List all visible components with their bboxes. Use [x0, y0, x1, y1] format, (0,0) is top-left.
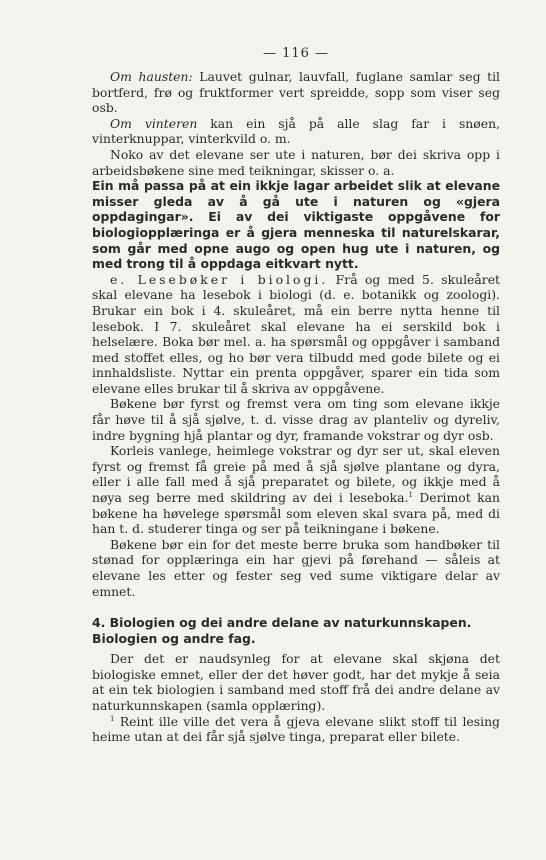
- paragraph-lead: Om vinteren: [110, 115, 198, 131]
- bold-paragraph: Ein må passa på at ein ikkje lagar arbeidet slik at elevane misser gleda av å gå ute i naturen og «gjera oppdagingar». Ei av dei viktigaste oppgåvene for biologiopplæringa er å gjera menneska til naturelskarar, som går med opne augo og open hug ute i naturen, og med trong til å oppdaga eitkvart nytt.: [92, 178, 500, 272]
- paragraph-text: Frå og med 5. skuleåret skal elevane ha lesebok i biologi (d. e. botanikk og zoologi). Brukar ein bok i 4. skuleåret, må ein berre nytta henne til lesebok. I 7. skuleåret skal elevane ha ei serskild bok i helselære. Boka bør mel. a. ha spørsmål og oppgåver i samband med stoffet elles, og ho bør vera tilbudd med gode bilete og ei innhaldsliste. Nyttar ein prenta oppgåver, sparer ein tida som elevane elles brukar til å skriva av oppgåvene.: [92, 271, 501, 396]
- section-heading-line-2: Biologien og andre fag.: [92, 631, 256, 647]
- section-heading-line-1: 4. Biologien og dei andre delane av naturkunnskapen.: [92, 615, 472, 631]
- page-number: — 116 —: [262, 46, 330, 61]
- paragraph-text: Lauvet gulnar, lauvfall, fuglane samlar seg til bortferd, frø og fruktformer vert spreidde, sopp som viser seg osb.: [92, 69, 500, 116]
- section-heading: [92, 615, 500, 647]
- footnote-marker: 1: [408, 491, 413, 500]
- paragraph-lead: Om hausten:: [110, 69, 193, 84]
- paragraph-handbooks: Bøkene bør ein for det meste berre bruka som handbøker til stønad for opplæringa ein har gjevi på førehand — såleis at elevane les etter og fester seg ved sume viktigare delar av emnet.: [92, 536, 500, 599]
- paragraph-text: kan ein sjå på alle slag far i snøen, vinterknuppar, vinterkvild o. m.: [92, 115, 501, 147]
- paragraph-winter: [92, 116, 500, 147]
- paragraph-book-content: Bøkene bør fyrst og fremst vera om ting som elevane ikkje får høve til å sjå sjølve, t. d. visse drag av planteliv og dyreliv, indre bygning hjå plantar og dyr, framande vokstrar og dyr osb.: [92, 396, 500, 443]
- paragraph-lead: e. Lesebøker i biologi.: [110, 271, 329, 287]
- body-text: [92, 69, 500, 745]
- footnote: [92, 714, 500, 745]
- paragraph-autumn: [92, 69, 500, 116]
- footnote-mark: 1: [110, 714, 115, 723]
- paragraph-text: Korleis vanlege, heimlege vokstrar og dyr ser ut, skal eleven fyrst og fremst få greie på med å sjå sjølve plantane og dyra, eller i alle fall med å sjå preparatet og bilete, og ikkje med å nøya seg berre med skildring av dei i leseboka.: [92, 443, 500, 506]
- paragraph-textbooks: [92, 272, 500, 397]
- paragraph-text-continued: Derimot kan bøkene ha høvelege spørsmål som eleven skal svara på, med di han t. d. studerer tinga og ser på teikningane i bøkene.: [92, 490, 500, 537]
- footnote-text: Reint ille ville det vera å gjeva elevane slikt stoff til lesing heime utan at dei får sjå sjølve tinga, preparat eller bilete.: [92, 713, 500, 745]
- paragraph-observation: [92, 443, 500, 537]
- paragraph-notebooks: Noko av det elevane ser ute i naturen, bør dei skriva opp i arbeidsbøkene sine med teikningar, skisser o. a.: [92, 146, 500, 178]
- paragraph-integration: Der det er naudsynleg for at elevane skal skjøna det biologiske emnet, eller der det høver godt, har det mykje å seia at ein tek biologien i samband med stoff frå dei andre delane av naturkunnskapen (samla opplæring).: [92, 651, 500, 713]
